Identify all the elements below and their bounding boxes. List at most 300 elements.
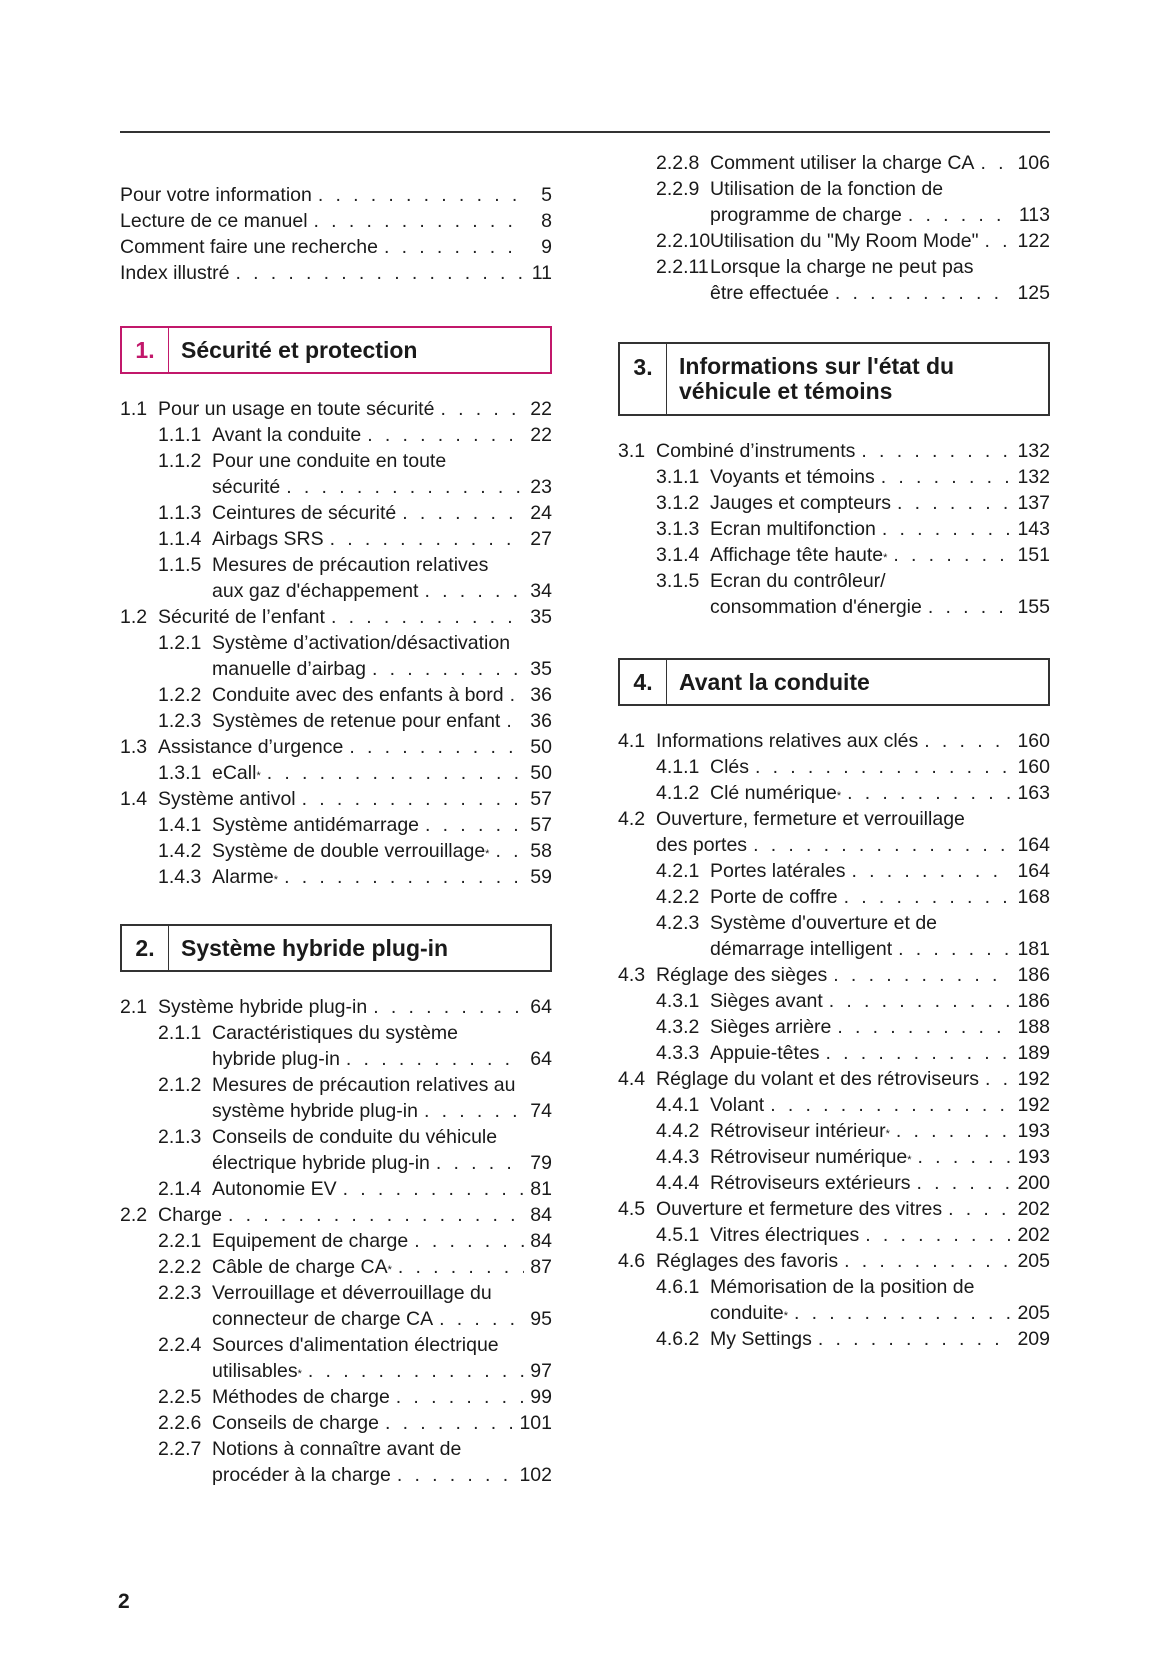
entry-number: 1.2.2 (158, 684, 202, 706)
toc-entry[interactable] (618, 568, 1050, 620)
toc-left-column (120, 182, 552, 1488)
toc-entry[interactable] (120, 682, 552, 708)
section-title: Sécurité et protection (181, 336, 418, 363)
toc-entry[interactable] (618, 988, 1050, 1014)
toc-entry[interactable] (618, 1092, 1050, 1118)
entry-number: 1.1.2 (158, 450, 202, 472)
dot-leader (837, 1014, 1011, 1040)
toc-entry[interactable] (120, 552, 552, 604)
dot-leader (384, 234, 524, 260)
toc-entry[interactable] (618, 176, 1050, 228)
entry-title-cont: système hybride plug-in (212, 1100, 418, 1122)
entry-line (656, 1300, 1050, 1326)
entry-title: Charge (158, 1204, 222, 1226)
entry-page: 50 (530, 736, 552, 758)
entry-page: 137 (1017, 492, 1050, 514)
toc-entry[interactable] (120, 760, 552, 786)
entry-page: 186 (1017, 990, 1050, 1012)
entry-number: 4.4.3 (656, 1146, 700, 1168)
entry-number: 2.2.3 (158, 1282, 202, 1304)
dot-leader (235, 260, 524, 286)
toc-entry[interactable] (618, 254, 1050, 306)
entry-number: 4.5.1 (656, 1224, 700, 1246)
entry-number: 2.1.2 (158, 1074, 202, 1096)
entry-title: Système antivol (158, 788, 296, 810)
toc-entry[interactable] (618, 1040, 1050, 1066)
toc-entry[interactable] (120, 630, 552, 682)
toc-entry[interactable] (618, 962, 1050, 988)
dot-leader (495, 838, 524, 864)
toc-entry[interactable] (120, 1072, 552, 1124)
entry-title: Rétroviseur intérieur (710, 1120, 886, 1142)
toc-entry[interactable] (618, 754, 1050, 780)
toc-entry[interactable] (120, 448, 552, 500)
entry-line (656, 936, 1050, 962)
entry-page: 58 (530, 840, 552, 862)
entry-number: 1.2.1 (158, 632, 202, 654)
entry-page: 132 (1017, 440, 1050, 462)
asterisk-mark: * (273, 874, 279, 886)
dot-leader (753, 832, 1011, 858)
entry-number: 4.6.2 (656, 1328, 700, 1350)
entry-page: 35 (530, 606, 552, 628)
dot-leader (847, 780, 1011, 806)
entry-number: 4.4.4 (656, 1172, 700, 1194)
toc-entry[interactable] (618, 806, 1050, 858)
section-title (667, 344, 954, 414)
toc-entry[interactable] (618, 228, 1050, 254)
toc-entry[interactable] (120, 500, 552, 526)
dot-leader (373, 994, 524, 1020)
entry-title: Vitres électriques (710, 1224, 860, 1246)
entry-page: 186 (1017, 964, 1050, 986)
entry-title: Sièges arrière (710, 1016, 832, 1038)
spacer (618, 306, 1050, 342)
dot-leader (425, 812, 524, 838)
entry-page: 113 (1018, 204, 1050, 226)
toc-entry[interactable] (120, 838, 552, 864)
entry-page: 193 (1017, 1120, 1050, 1142)
entry-page: 192 (1017, 1094, 1050, 1116)
dot-leader (286, 474, 524, 500)
asterisk-mark: * (907, 1154, 912, 1166)
entry-line (158, 1332, 552, 1358)
entry-title: Mesures de précaution relatives (212, 554, 489, 576)
spacer (618, 416, 1050, 438)
toc-entry[interactable] (618, 1326, 1050, 1352)
entry-title: Notions à connaître avant de (212, 1438, 462, 1460)
entry-title: Sécurité de l’enfant (158, 606, 325, 628)
entry-number: 2.2.11 (656, 256, 709, 278)
toc-entry[interactable] (618, 490, 1050, 516)
entry-title: Ecran multifonction (710, 518, 876, 540)
toc-entry[interactable] (120, 1384, 552, 1410)
top-rule (120, 131, 1050, 133)
entry-page: 36 (530, 684, 552, 706)
entry-number: 3.1.2 (656, 492, 700, 514)
entry-number: 4.1.2 (656, 782, 700, 804)
entry-page: 163 (1017, 782, 1050, 804)
section-number: 1. (122, 328, 169, 372)
dot-leader (436, 1150, 524, 1176)
entry-number: 4.4 (618, 1068, 646, 1090)
toc-entry[interactable] (120, 396, 552, 422)
toc-entry[interactable] (120, 1020, 552, 1072)
entry-title: Portes latérales (710, 860, 846, 882)
dot-leader (897, 490, 1011, 516)
entry-page: 9 (541, 236, 552, 258)
entry-title: Affichage tête haute (710, 544, 884, 566)
toc-entry[interactable] (618, 1144, 1050, 1170)
entry-line (158, 1046, 552, 1072)
dot-leader (414, 1228, 524, 1254)
entry-page: 81 (530, 1178, 552, 1200)
toc-entry[interactable] (618, 884, 1050, 910)
toc-entry[interactable] (618, 464, 1050, 490)
entry-number: 2.1.3 (158, 1126, 202, 1148)
entry-number: 4.5 (618, 1198, 646, 1220)
dot-leader (893, 542, 1011, 568)
entry-title-cont: sécurité (212, 476, 281, 498)
entry-page: 155 (1017, 596, 1050, 618)
dot-leader (402, 500, 524, 526)
toc-entry[interactable] (618, 1248, 1050, 1274)
entry-title: Mémorisation de la position de (710, 1276, 975, 1298)
toc-entry[interactable] (120, 994, 552, 1020)
entry-line (158, 1280, 552, 1306)
entry-title: Lecture de ce manuel (120, 210, 308, 232)
toc-entry[interactable] (618, 1014, 1050, 1040)
entry-page: 22 (530, 398, 552, 420)
toc-entry[interactable] (618, 1222, 1050, 1248)
toc-entry[interactable] (618, 1274, 1050, 1326)
dot-leader (844, 1248, 1011, 1274)
spacer (120, 374, 552, 396)
entry-title: Ouverture et fermeture des vitres (656, 1198, 943, 1220)
dot-leader (985, 228, 1012, 254)
entry-title: Combiné d’instruments (656, 440, 856, 462)
entry-number: 2.2.10 (656, 230, 711, 252)
toc-entry[interactable] (618, 438, 1050, 464)
asterisk-mark: * (885, 1128, 890, 1140)
entry-line (158, 1462, 552, 1488)
entry-page: 95 (530, 1308, 552, 1330)
dot-leader (928, 594, 1012, 620)
entry-title: Assistance d’urgence (158, 736, 344, 758)
entry-title: Sources d'alimentation électrique (212, 1334, 499, 1356)
entry-page: 202 (1017, 1224, 1050, 1246)
entry-title: Appuie-têtes (710, 1042, 820, 1064)
dot-leader (506, 708, 524, 734)
dot-leader (396, 1384, 524, 1410)
entry-page: 189 (1017, 1042, 1050, 1064)
entry-page: 125 (1017, 282, 1050, 304)
dot-leader (314, 208, 524, 234)
entry-number: 1.1.3 (158, 502, 202, 524)
entry-title: Lorsque la charge ne peut pas (710, 256, 974, 278)
toc-entry[interactable] (120, 1280, 552, 1332)
entry-title: Airbags SRS (212, 528, 324, 550)
entry-title: Rétroviseur numérique (710, 1146, 908, 1168)
toc-entry[interactable] (120, 708, 552, 734)
entry-title: Mesures de précaution relatives au (212, 1074, 516, 1096)
entry-line (158, 474, 552, 500)
section-number: 4. (620, 660, 667, 704)
entry-title: Clé numérique (710, 782, 837, 804)
entry-title: Volant (710, 1094, 765, 1116)
entry-page: 8 (541, 210, 552, 232)
entry-page: 27 (530, 528, 552, 550)
dot-leader (948, 1196, 1011, 1222)
toc-entry[interactable] (120, 1254, 552, 1280)
entry-number: 4.1.1 (656, 756, 700, 778)
entry-line (158, 1150, 552, 1176)
entry-page: 36 (530, 710, 552, 732)
toc-entry[interactable] (618, 150, 1050, 176)
entry-title: Ceintures de sécurité (212, 502, 397, 524)
entry-number: 2.2.6 (158, 1412, 202, 1434)
toc-entry[interactable] (120, 182, 552, 208)
entry-title: Pour une conduite en toute (212, 450, 447, 472)
entry-page: 200 (1017, 1172, 1050, 1194)
entry-page: 74 (530, 1100, 552, 1122)
entry-line (158, 552, 552, 578)
entry-title: Utilisation du "My Room Mode" (710, 230, 979, 252)
entry-title: Pour votre information (120, 184, 312, 206)
entry-number: 2.2.5 (158, 1386, 202, 1408)
entry-title: Câble de charge CA (212, 1256, 388, 1278)
toc-entry[interactable] (120, 1124, 552, 1176)
dot-leader (267, 760, 524, 786)
toc-entry[interactable] (120, 260, 552, 286)
entry-title: Alarme (212, 866, 274, 888)
toc-entry[interactable] (618, 1196, 1050, 1222)
toc-entry[interactable] (618, 858, 1050, 884)
entry-number: 1.4 (120, 788, 148, 810)
dot-leader (331, 604, 524, 630)
toc-entry[interactable] (618, 1118, 1050, 1144)
asterisk-mark: * (297, 1368, 302, 1380)
entry-line (158, 656, 552, 682)
entry-title: Système d’activation/désactivation (212, 632, 511, 654)
entry-title: Verrouillage et déverrouillage du (212, 1282, 492, 1304)
entry-number: 2.1.1 (158, 1022, 202, 1044)
toc-right-column (618, 150, 1050, 1352)
dot-leader (980, 150, 1011, 176)
toc-entry[interactable] (120, 1228, 552, 1254)
dot-leader (424, 1098, 524, 1124)
dot-leader (308, 1358, 524, 1384)
entry-number: 2.2 (120, 1204, 148, 1226)
entry-number: 4.2 (618, 808, 646, 830)
toc-entry[interactable] (120, 1436, 552, 1488)
toc-entry[interactable] (120, 786, 552, 812)
spacer (120, 972, 552, 994)
entry-page: 59 (530, 866, 552, 888)
entry-page: 102 (519, 1464, 552, 1486)
toc-entry[interactable] (120, 1410, 552, 1436)
toc-entry[interactable] (120, 734, 552, 760)
entry-line (158, 1072, 552, 1098)
dot-leader (318, 182, 524, 208)
dot-leader (372, 656, 524, 682)
asterisk-mark: * (485, 848, 490, 860)
dot-leader (440, 396, 524, 422)
entry-number: 1.2.3 (158, 710, 202, 732)
entry-line (158, 1098, 552, 1124)
entry-title: My Settings (710, 1328, 812, 1350)
dot-leader (397, 1462, 514, 1488)
entry-number: 1.1 (120, 398, 148, 420)
entry-title-cont: utilisables (212, 1360, 298, 1382)
entry-title: Systèmes de retenue pour enfant (212, 710, 501, 732)
entry-page: 160 (1017, 730, 1050, 752)
entry-page: 97 (530, 1360, 552, 1382)
toc-entry[interactable] (618, 728, 1050, 754)
dot-leader (302, 786, 524, 812)
toc-entry[interactable] (120, 812, 552, 838)
entry-title: Conduite avec des enfants à bord (212, 684, 504, 706)
toc-entry[interactable] (618, 910, 1050, 962)
dot-leader (228, 1202, 524, 1228)
dot-leader (770, 1092, 1011, 1118)
entry-page: 50 (530, 762, 552, 784)
dot-leader (794, 1300, 1011, 1326)
toc-entry[interactable] (120, 1202, 552, 1228)
toc-entry[interactable] (120, 864, 552, 890)
entry-title: Jauges et compteurs (710, 492, 892, 514)
entry-page: 5 (541, 184, 552, 206)
entry-title: Autonomie EV (212, 1178, 337, 1200)
entry-page: 106 (1017, 152, 1050, 174)
entry-title-cont: conduite (710, 1302, 784, 1324)
entry-title: Ouverture, fermeture et verrouillage (656, 808, 965, 830)
entry-number: 1.4.1 (158, 814, 202, 836)
toc-entry[interactable] (618, 1170, 1050, 1196)
entry-page: 143 (1017, 518, 1050, 540)
entry-title-cont: consommation d'énergie (710, 596, 922, 618)
entry-page: 99 (530, 1386, 552, 1408)
entry-number: 2.2.4 (158, 1334, 202, 1356)
entry-number: 4.3.1 (656, 990, 700, 1012)
entry-line (656, 280, 1050, 306)
entry-number: 4.1 (618, 730, 646, 752)
entry-page: 205 (1017, 1250, 1050, 1272)
entry-title: Système d'ouverture et de (710, 912, 938, 934)
toc-entry[interactable] (120, 1176, 552, 1202)
entry-page: 122 (1017, 230, 1050, 252)
entry-number: 4.2.1 (656, 860, 700, 882)
dot-leader (346, 1046, 524, 1072)
dot-leader (343, 1176, 524, 1202)
section-heading (618, 658, 1050, 706)
entry-page: 132 (1017, 466, 1050, 488)
dot-leader (924, 728, 1011, 754)
entry-title: Caractéristiques du système (212, 1022, 459, 1044)
entry-line (618, 806, 1050, 832)
entry-title: eCall (212, 762, 257, 784)
dot-leader (349, 734, 524, 760)
spacer (618, 706, 1050, 728)
toc-entry[interactable] (618, 542, 1050, 568)
section-title: Système hybride plug-in (181, 934, 449, 961)
dot-leader (818, 1326, 1012, 1352)
entry-title: Réglages des favoris (656, 1250, 839, 1272)
entry-number: 2.2.9 (656, 178, 700, 200)
entry-page: 168 (1017, 886, 1050, 908)
entry-number: 1.1.5 (158, 554, 202, 576)
entry-number: 4.3.2 (656, 1016, 700, 1038)
entry-title: Clés (710, 756, 750, 778)
toc-entry[interactable] (618, 1066, 1050, 1092)
entry-page: 57 (530, 814, 552, 836)
entry-line (656, 176, 1050, 202)
entry-title-cont: être effectuée (710, 282, 829, 304)
entry-title-cont: électrique hybride plug-in (212, 1152, 430, 1174)
dot-leader (367, 422, 524, 448)
entry-page: 209 (1017, 1328, 1050, 1350)
dot-leader (330, 526, 524, 552)
section-number: 3. (620, 344, 667, 414)
entry-page: 193 (1017, 1146, 1050, 1168)
toc-entry[interactable] (120, 604, 552, 630)
entry-line (158, 630, 552, 656)
entry-title: Informations relatives aux clés (656, 730, 919, 752)
entry-page: 205 (1017, 1302, 1050, 1324)
toc-entry[interactable] (120, 422, 552, 448)
entry-page: 35 (530, 658, 552, 680)
entry-title: Système hybride plug-in (158, 996, 368, 1018)
entry-number: 2.2.1 (158, 1230, 202, 1252)
entry-title-cont: manuelle d’airbag (212, 658, 366, 680)
entry-line (158, 1020, 552, 1046)
entry-number: 1.2 (120, 606, 148, 628)
dot-leader (755, 754, 1011, 780)
dot-leader (826, 1040, 1012, 1066)
toc-entry[interactable] (120, 208, 552, 234)
entry-number: 1.4.2 (158, 840, 202, 862)
dot-leader (833, 962, 1011, 988)
toc-entry[interactable] (120, 234, 552, 260)
toc-entry[interactable] (618, 780, 1050, 806)
toc-entry[interactable] (120, 526, 552, 552)
entry-page: 151 (1017, 544, 1050, 566)
entry-number: 2.1.4 (158, 1178, 202, 1200)
dot-leader (844, 884, 1012, 910)
entry-title: Comment faire une recherche (120, 236, 378, 258)
entry-line (656, 594, 1050, 620)
dot-leader (918, 1144, 1012, 1170)
dot-leader (865, 1222, 1011, 1248)
entry-page: 64 (530, 996, 552, 1018)
dot-leader (916, 1170, 1011, 1196)
entry-number: 1.4.3 (158, 866, 202, 888)
dot-leader (881, 464, 1012, 490)
section-heading (120, 326, 552, 374)
entry-title: Pour un usage en toute sécurité (158, 398, 435, 420)
dot-leader (829, 988, 1012, 1014)
entry-title-cont: hybride plug-in (212, 1048, 340, 1070)
toc-entry[interactable] (120, 1332, 552, 1384)
toc-entry[interactable] (618, 516, 1050, 542)
entry-title-cont: procéder à la charge (212, 1464, 391, 1486)
entry-line (656, 1274, 1050, 1300)
entry-number: 2.2.2 (158, 1256, 202, 1278)
entry-title: Réglage du volant et des rétroviseurs (656, 1068, 980, 1090)
entry-page: 160 (1017, 756, 1050, 778)
entry-title: Système antidémarrage (212, 814, 420, 836)
entry-line (158, 1358, 552, 1384)
